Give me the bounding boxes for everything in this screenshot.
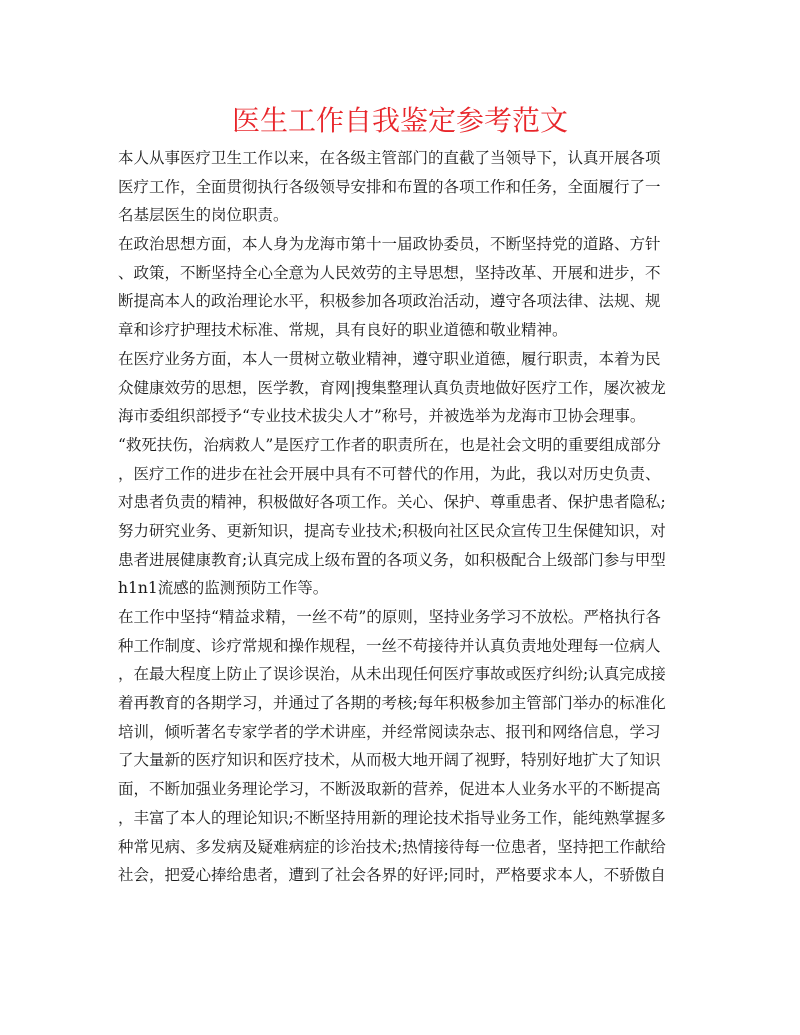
- text-line: “救死扶伤，治病救人”是医疗工作者的职责所在，也是社会文明的重要组成部分: [118, 435, 661, 454]
- text-line: 章和诊疗护理技术标准、常规，具有良好的职业道德和敬业精神。: [118, 321, 568, 340]
- text-line: 众健康效劳的思想，医学教，育网|搜集整理认真负责地做好医疗工作，屡次被龙: [118, 378, 666, 397]
- text-line: ，在最大程度上防止了误诊误治，从未出现任何医疗事故或医疗纠纷;认真完成接: [118, 665, 666, 684]
- text-line: 着再教育的各期学习，并通过了各期的考核;每年积极参加主管部门举办的标准化: [118, 694, 666, 713]
- text-line: 对患者负责的精神，积极做好各项工作。关心、保护、尊重患者、保护患者隐私;: [118, 493, 666, 512]
- text-line: 医疗工作，全面贯彻执行各级领导安排和布置的各项工作和任务，全面履行了一: [118, 177, 661, 196]
- text-line: 种常见病、多发病及疑难病症的诊治技术;热情接待每一位患者，坚持把工作献给: [118, 837, 666, 856]
- text-line: ，医疗工作的进步在社会开展中具有不可替代的作用，为此，我以对历史负责、: [118, 464, 661, 483]
- text-line: 在工作中坚持“精益求精，一丝不苟”的原则，坚持业务学习不放松。严格执行各: [118, 608, 661, 626]
- text-line: 种工作制度、诊疗常规和操作规程，一丝不苟接待并认真负责地处理每一位病人: [118, 636, 661, 655]
- text-line: 在政治思想方面，本人身为龙海市第十一届政协委员，不断坚持党的道路、方针: [118, 235, 661, 254]
- text-line: 在医疗业务方面，本人一贯树立敬业精神，遵守职业道德，履行职责，本着为民: [118, 349, 661, 368]
- text-line: 面，不断加强业务理论学习，不断汲取新的营养，促进本人业务水平的不断提高: [118, 780, 661, 799]
- text-line: 本人从事医疗卫生工作以来，在各级主管部门的直截了当领导下，认真开展各项: [118, 149, 661, 167]
- text-line: 努力研究业务、更新知识，提高专业技术;积极向社区民众宣传卫生保健知识，对: [118, 521, 666, 540]
- text-line: ，丰富了本人的理论知识;不断坚持用新的理论技术指导业务工作，能纯熟掌握多: [118, 808, 666, 827]
- text-line: h1n1流感的监测预防工作等。: [118, 579, 329, 598]
- text-line: 海市委组织部授予“专业技术拔尖人才”称号，并被选举为龙海市卫协会理事。: [118, 407, 646, 426]
- text-line: 名基层医生的岗位职责。: [118, 206, 289, 225]
- text-line: 、政策，不断坚持全心全意为人民效劳的主导思想，坚持改革、开展和进步，不: [118, 263, 661, 282]
- text-line: 社会，把爱心捧给患者，遭到了社会各界的好评;同时，严格要求本人，不骄傲自: [118, 866, 666, 885]
- document-body: [118, 144, 684, 890]
- text-line: 培训，倾听著名专家学者的学术讲座，并经常阅读杂志、报刊和网络信息，学习: [118, 722, 661, 741]
- document-title: 医生工作自我鉴定参考范文: [231, 104, 568, 137]
- text-line: 断提高本人的政治理论水平，积极参加各项政治活动，遵守各项法律、法规、规: [118, 292, 661, 311]
- text-line: 患者进展健康教育;认真完成上级布置的各项义务，如积极配合上级部门参与甲型: [118, 550, 666, 569]
- text-line: 了大量新的医疗知识和医疗技术，从而极大地开阔了视野，特别好地扩大了知识: [118, 751, 661, 770]
